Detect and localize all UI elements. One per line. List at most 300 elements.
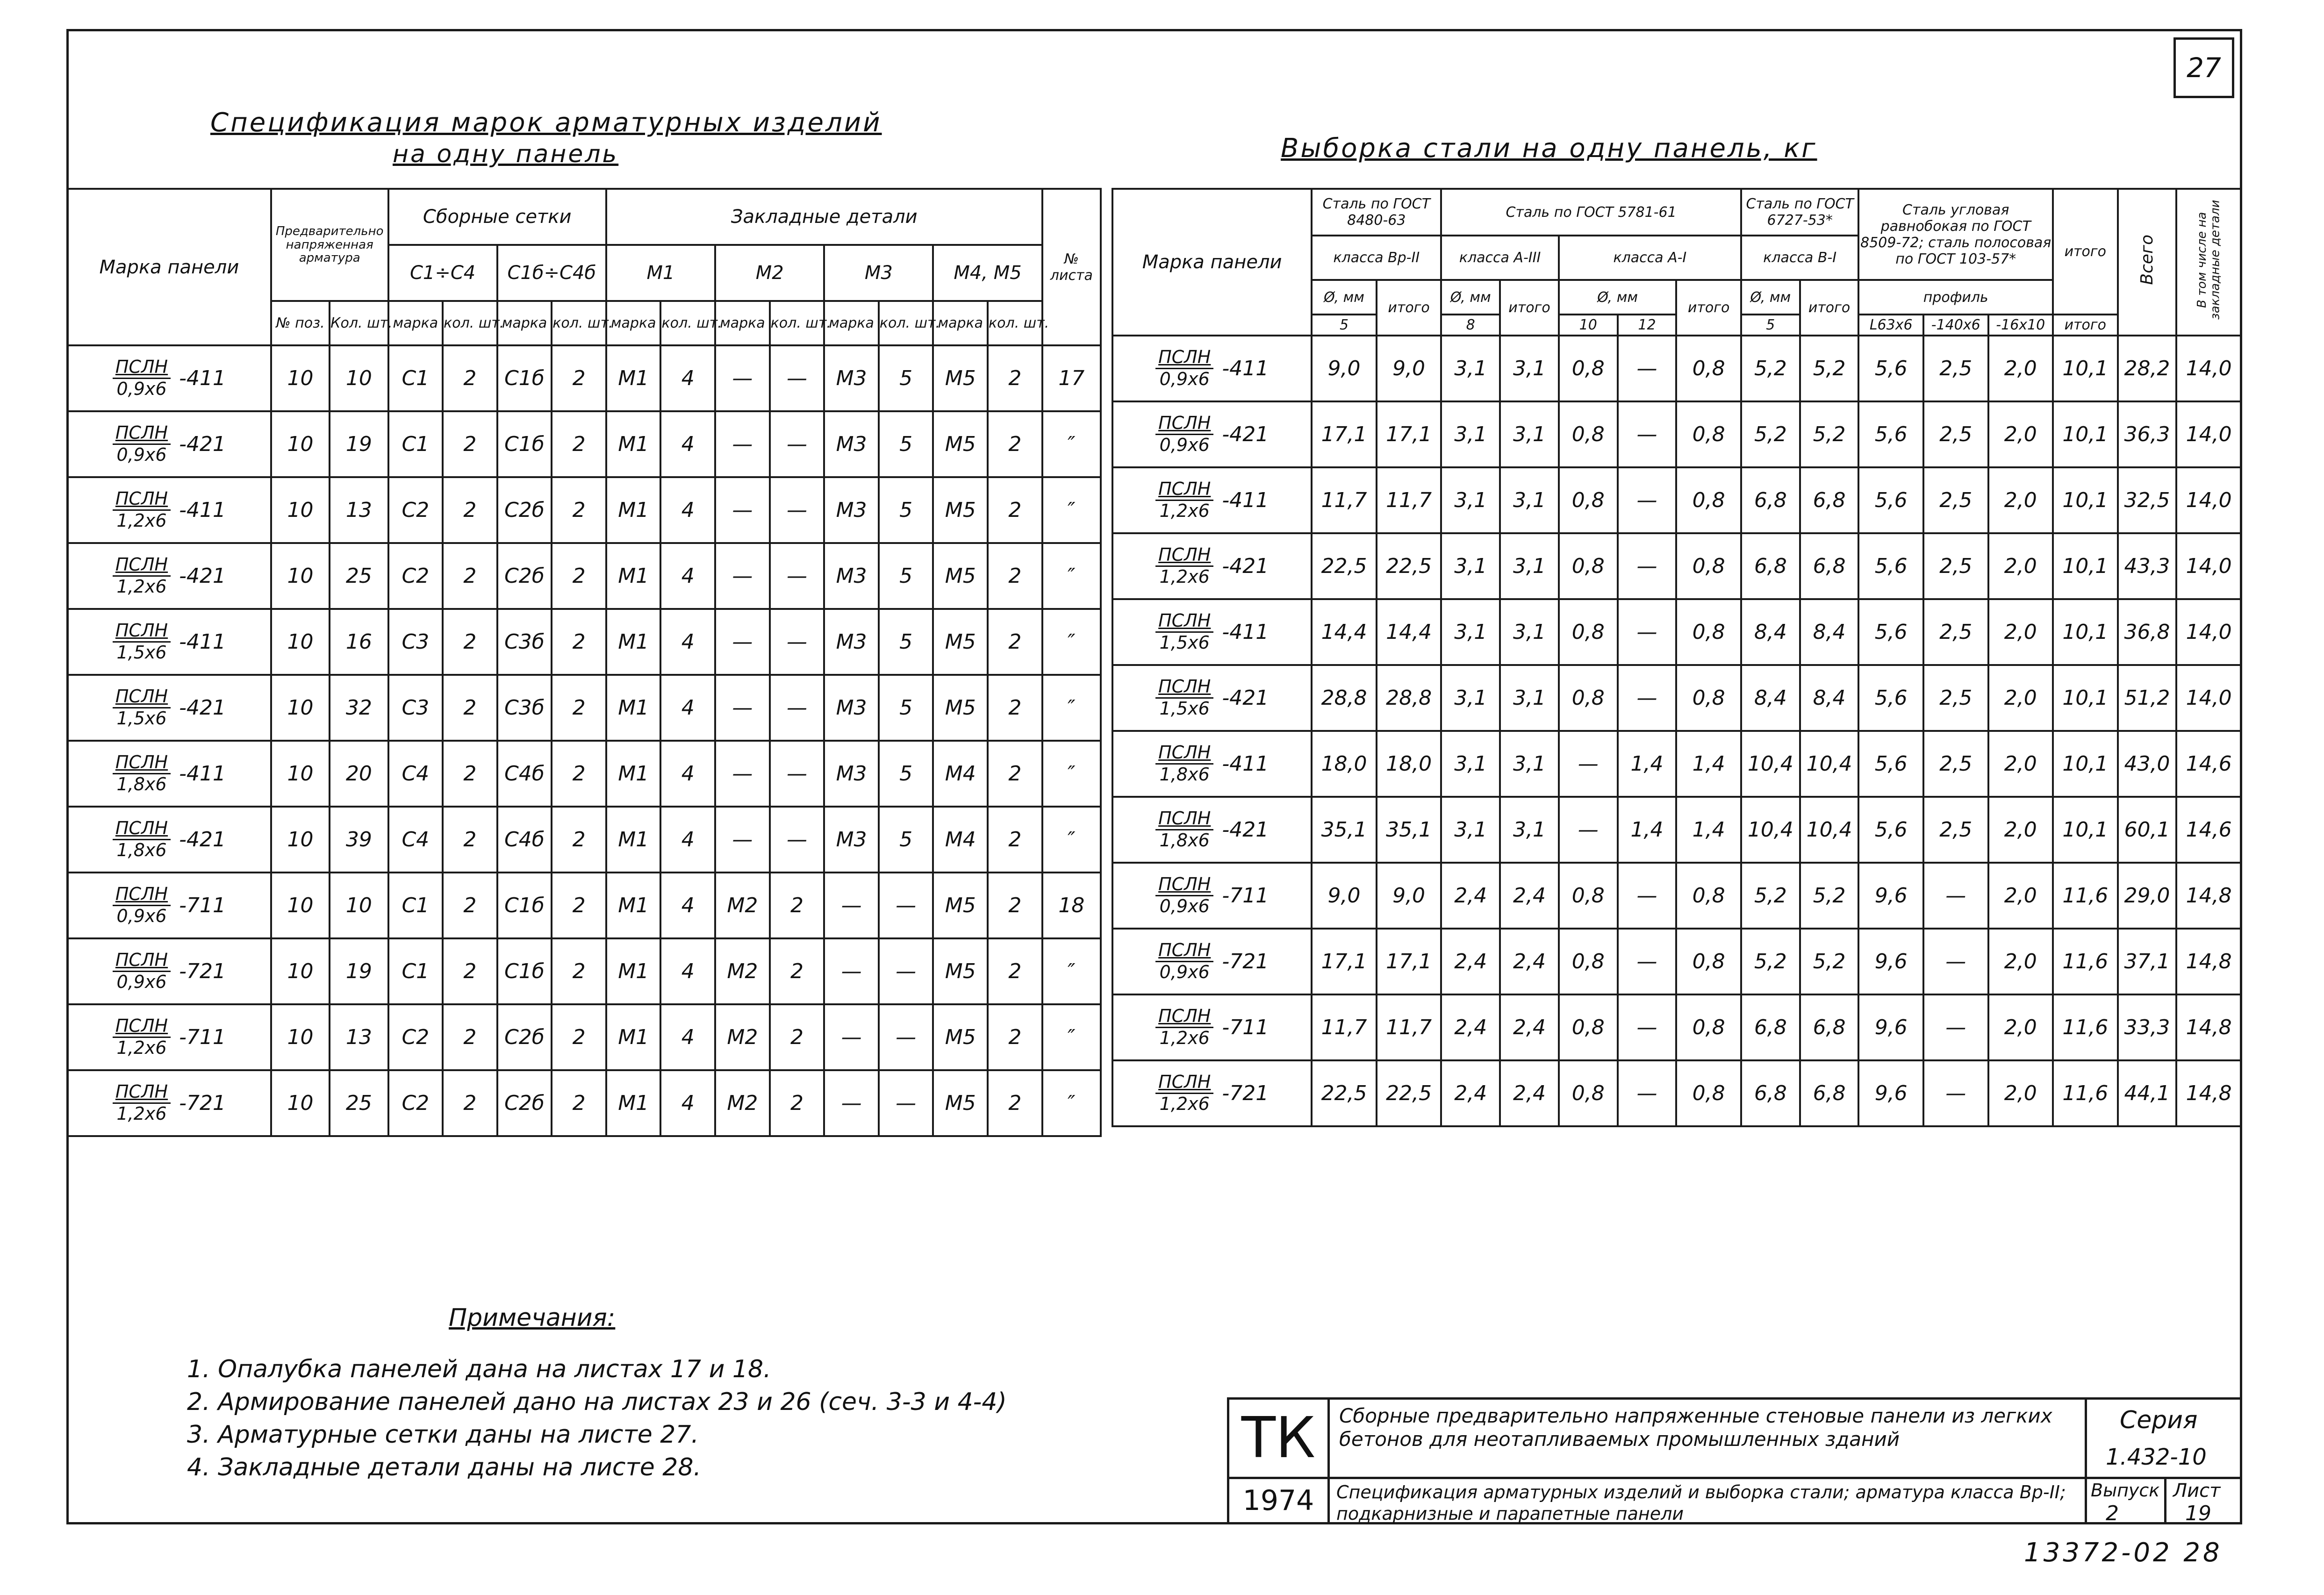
spec-cell-poz: 10 — [271, 873, 330, 938]
steel-cell-vr5: 9,0 — [1312, 863, 1377, 929]
steel-h-g6727: Сталь по ГОСТ 6727-53* — [1741, 189, 1859, 236]
steel-h-marka: Марка панели — [1112, 189, 1312, 336]
steel-cell-zd: 14,8 — [2176, 1060, 2241, 1126]
steel-cell-vI: 5,2 — [1800, 336, 1859, 401]
steel-cell-vrI: 9,0 — [1377, 336, 1442, 401]
spec-cell-m1: М1 — [606, 1070, 661, 1136]
spec-cell-m1k: 4 — [660, 1004, 715, 1070]
spec-h-kol-s: кол. шт. — [552, 301, 606, 345]
spec-h-m3: М3 — [824, 245, 933, 301]
steel-table-body — [1112, 336, 2241, 1126]
spec-cell-c: С2 — [388, 1004, 443, 1070]
spec-cell-m3k: 5 — [879, 609, 933, 675]
steel-cell-all: 36,3 — [2118, 401, 2177, 467]
spec-cell-ck: 2 — [443, 938, 497, 1004]
spec-cell-m45: М4 — [933, 741, 988, 807]
spec-cell-m1k: 4 — [660, 1070, 715, 1136]
steel-cell-a10: 0,8 — [1559, 863, 1618, 929]
spec-cell-m45: М4 — [933, 807, 988, 873]
spec-cell-cb: С2б — [497, 1070, 552, 1136]
spec-cell-m45k: 2 — [988, 543, 1042, 609]
spec-cell-m2k: 2 — [770, 1070, 825, 1136]
spec-h-c1bc4b: С1б÷С4б — [497, 245, 606, 301]
spec-subtitle: на одну панель — [393, 140, 619, 168]
steel-cell-vI: 6,8 — [1800, 533, 1859, 599]
spec-row — [67, 741, 1101, 807]
steel-cell-vr5: 18,0 — [1312, 731, 1377, 797]
spec-cell-kol: 20 — [330, 741, 388, 807]
spec-cell-c: С2 — [388, 477, 443, 543]
steel-cell-vI: 10,4 — [1800, 797, 1859, 863]
steel-cell-zd: 14,0 — [2176, 533, 2241, 599]
spec-cell-m3: — — [824, 873, 879, 938]
spec-cell-kol: 39 — [330, 807, 388, 873]
steel-cell-p2: — — [1923, 863, 1988, 929]
steel-cell-vrI: 22,5 — [1377, 533, 1442, 599]
spec-cell-list: ″ — [1042, 1004, 1101, 1070]
steel-cell-a1I: 0,8 — [1676, 533, 1741, 599]
spec-cell-kol: 19 — [330, 938, 388, 1004]
steel-cell-v5: 6,8 — [1741, 467, 1800, 533]
spec-cell-ck: 2 — [443, 741, 497, 807]
spec-h-list: № листа — [1042, 189, 1101, 345]
steel-cell-p2: 2,5 — [1923, 797, 1988, 863]
steel-cell-p3: 2,0 — [1988, 929, 2053, 994]
spec-cell-m2: — — [715, 807, 770, 873]
steel-cell-a8: 3,1 — [1441, 336, 1500, 401]
steel-cell-aI: 2,4 — [1500, 863, 1559, 929]
steel-h-d5b: 5 — [1741, 315, 1800, 336]
spec-cell-poz: 10 — [271, 938, 330, 1004]
spec-h-kol-s: кол. шт. — [660, 301, 715, 345]
spec-cell-m45: М5 — [933, 873, 988, 938]
steel-cell-a12: — — [1618, 665, 1677, 731]
steel-cell-vI: 5,2 — [1800, 929, 1859, 994]
spec-title: Спецификация марок арматурных изделий — [210, 107, 882, 138]
steel-cell-vr5: 22,5 — [1312, 1060, 1377, 1126]
spec-cell-m45k: 2 — [988, 1070, 1042, 1136]
spec-cell-ck: 2 — [443, 411, 497, 477]
spec-row — [67, 609, 1101, 675]
steel-h-dmm: Ø, мм — [1741, 280, 1800, 315]
steel-cell-p2: — — [1923, 1060, 1988, 1126]
spec-cell-m1k: 4 — [660, 345, 715, 411]
spec-h-marka-s: марка — [933, 301, 988, 345]
panel-mark: $\frac{\text{ПСЛН}}{1,5х6}$ -411 — [1112, 599, 1312, 665]
steel-cell-a12: 1,4 — [1618, 731, 1677, 797]
spec-cell-m2: — — [715, 345, 770, 411]
steel-cell-vr5: 11,7 — [1312, 994, 1377, 1060]
steel-cell-all: 44,1 — [2118, 1060, 2177, 1126]
spec-cell-m3: М3 — [824, 807, 879, 873]
steel-h-p3: -16х10 — [1988, 315, 2053, 336]
steel-row — [1112, 665, 2241, 731]
spec-cell-m2k: — — [770, 807, 825, 873]
spec-cell-c: С1 — [388, 411, 443, 477]
steel-cell-pI: 11,6 — [2053, 994, 2118, 1060]
panel-mark: $\frac{\text{ПСЛН}}{1,8х6}$ -411 — [1112, 731, 1312, 797]
notes-title: Примечания: — [449, 1304, 616, 1332]
spec-h-marka-s: марка — [388, 301, 443, 345]
spec-h-zakladnye: Закладные детали — [606, 189, 1042, 245]
spec-h-m2: М2 — [715, 245, 824, 301]
steel-cell-a10: 0,8 — [1559, 1060, 1618, 1126]
steel-cell-p1: 5,6 — [1858, 731, 1923, 797]
steel-h-itogo: итого — [2053, 189, 2118, 315]
spec-cell-list: ″ — [1042, 609, 1101, 675]
spec-cell-m45: М5 — [933, 675, 988, 741]
spec-cell-m2k: — — [770, 411, 825, 477]
spec-cell-poz: 10 — [271, 807, 330, 873]
spec-cell-m45k: 2 — [988, 873, 1042, 938]
steel-cell-p3: 2,0 — [1988, 599, 2053, 665]
spec-cell-ck: 2 — [443, 675, 497, 741]
steel-table — [1112, 188, 2242, 1127]
steel-cell-a12: — — [1618, 599, 1677, 665]
steel-cell-a1I: 0,8 — [1676, 336, 1741, 401]
steel-row — [1112, 1060, 2241, 1126]
spec-cell-cb: С2б — [497, 543, 552, 609]
spec-cell-poz: 10 — [271, 411, 330, 477]
stamp-seria-box — [2085, 1397, 2242, 1479]
spec-row — [67, 477, 1101, 543]
spec-cell-m1: М1 — [606, 477, 661, 543]
steel-cell-a8: 3,1 — [1441, 467, 1500, 533]
spec-cell-m2: — — [715, 543, 770, 609]
steel-cell-p1: 5,6 — [1858, 336, 1923, 401]
steel-cell-aI: 2,4 — [1500, 929, 1559, 994]
steel-cell-all: 32,5 — [2118, 467, 2177, 533]
steel-cell-p1: 5,6 — [1858, 599, 1923, 665]
spec-cell-poz: 10 — [271, 543, 330, 609]
steel-cell-all: 37,1 — [2118, 929, 2177, 994]
spec-cell-kol: 13 — [330, 1004, 388, 1070]
spec-cell-cbk: 2 — [552, 345, 606, 411]
spec-cell-m2k: — — [770, 675, 825, 741]
spec-cell-cb: С1б — [497, 938, 552, 1004]
steel-cell-aI: 3,1 — [1500, 401, 1559, 467]
spec-cell-cbk: 2 — [552, 807, 606, 873]
steel-cell-vrI: 28,8 — [1377, 665, 1442, 731]
steel-cell-vrI: 17,1 — [1377, 929, 1442, 994]
spec-cell-c: С1 — [388, 873, 443, 938]
spec-cell-list: ″ — [1042, 807, 1101, 873]
panel-mark: $\frac{\text{ПСЛН}}{1,2х6}$ -421 — [1112, 533, 1312, 599]
steel-cell-v5: 10,4 — [1741, 731, 1800, 797]
steel-cell-a8: 3,1 — [1441, 599, 1500, 665]
spec-cell-list: ″ — [1042, 938, 1101, 1004]
spec-cell-m1k: 4 — [660, 873, 715, 938]
steel-cell-a12: — — [1618, 401, 1677, 467]
steel-cell-aI: 2,4 — [1500, 994, 1559, 1060]
steel-h-itogo: итого — [1800, 280, 1859, 336]
spec-cell-m45k: 2 — [988, 938, 1042, 1004]
steel-cell-a1I: 1,4 — [1676, 731, 1741, 797]
steel-h-itogo: итого — [1676, 280, 1741, 336]
steel-cell-a8: 2,4 — [1441, 863, 1500, 929]
steel-cell-vr5: 35,1 — [1312, 797, 1377, 863]
steel-cell-zd: 14,0 — [2176, 467, 2241, 533]
steel-cell-a1I: 0,8 — [1676, 401, 1741, 467]
spec-h-setki: Сборные сетки — [388, 189, 606, 245]
spec-row — [67, 1004, 1101, 1070]
spec-cell-m1: М1 — [606, 1004, 661, 1070]
steel-cell-all: 60,1 — [2118, 797, 2177, 863]
steel-cell-zd: 14,8 — [2176, 863, 2241, 929]
steel-cell-v5: 6,8 — [1741, 994, 1800, 1060]
stamp-vypusk: 2 — [2106, 1502, 2119, 1525]
steel-cell-p3: 2,0 — [1988, 731, 2053, 797]
spec-cell-ck: 2 — [443, 873, 497, 938]
spec-cell-m2k: — — [770, 477, 825, 543]
steel-h-dmm: Ø, мм — [1312, 280, 1377, 315]
spec-cell-m1k: 4 — [660, 609, 715, 675]
steel-cell-a1I: 0,8 — [1676, 863, 1741, 929]
spec-cell-ck: 2 — [443, 345, 497, 411]
steel-cell-a10: 0,8 — [1559, 401, 1618, 467]
steel-cell-vI: 5,2 — [1800, 863, 1859, 929]
steel-cell-vr5: 17,1 — [1312, 401, 1377, 467]
spec-h-m45: М4, М5 — [933, 245, 1042, 301]
steel-cell-aI: 3,1 — [1500, 665, 1559, 731]
steel-cell-a8: 2,4 — [1441, 929, 1500, 994]
spec-cell-m3: — — [824, 938, 879, 1004]
steel-h-p2: -140х6 — [1923, 315, 1988, 336]
spec-cell-m3: М3 — [824, 675, 879, 741]
spec-h-marka: Марка панели — [67, 189, 271, 345]
spec-cell-m3k: — — [879, 938, 933, 1004]
stamp-seria: 1.432-10 — [2106, 1444, 2207, 1470]
spec-cell-m45: М5 — [933, 1070, 988, 1136]
steel-cell-zd: 14,8 — [2176, 929, 2241, 994]
spec-cell-m45: М5 — [933, 345, 988, 411]
panel-mark: $\frac{\text{ПСЛН}}{1,2х6}$ -421 — [67, 543, 271, 609]
steel-cell-p3: 2,0 — [1988, 863, 2053, 929]
spec-cell-m1k: 4 — [660, 741, 715, 807]
steel-cell-pI: 10,1 — [2053, 336, 2118, 401]
spec-cell-kol: 10 — [330, 345, 388, 411]
steel-cell-a10: 0,8 — [1559, 665, 1618, 731]
steel-cell-zd: 14,0 — [2176, 336, 2241, 401]
spec-cell-m45k: 2 — [988, 741, 1042, 807]
spec-cell-m1k: 4 — [660, 477, 715, 543]
panel-mark: $\frac{\text{ПСЛН}}{0,9х6}$ -411 — [67, 345, 271, 411]
spec-cell-m45k: 2 — [988, 675, 1042, 741]
steel-cell-v5: 6,8 — [1741, 533, 1800, 599]
panel-mark: $\frac{\text{ПСЛН}}{1,8х6}$ -411 — [67, 741, 271, 807]
steel-cell-pI: 10,1 — [2053, 797, 2118, 863]
stamp-desc2: Спецификация арматурных изделий и выборка стали; арматура класса Вр-II; подкарнизные и парапетные панели — [1327, 1477, 2087, 1524]
steel-cell-p1: 5,6 — [1858, 797, 1923, 863]
spec-cell-m2: — — [715, 477, 770, 543]
spec-cell-kol: 32 — [330, 675, 388, 741]
spec-cell-m2: — — [715, 675, 770, 741]
steel-cell-v5: 5,2 — [1741, 929, 1800, 994]
page-number: 27 — [2173, 37, 2234, 98]
spec-cell-list: ″ — [1042, 543, 1101, 609]
steel-cell-all: 28,2 — [2118, 336, 2177, 401]
spec-cell-c: С1 — [388, 938, 443, 1004]
spec-cell-m3: М3 — [824, 609, 879, 675]
spec-cell-poz: 10 — [271, 675, 330, 741]
spec-cell-cb: С4б — [497, 807, 552, 873]
spec-cell-m1: М1 — [606, 741, 661, 807]
spec-h-kol: Кол. шт. — [330, 301, 388, 345]
spec-cell-m3k: 5 — [879, 345, 933, 411]
steel-cell-a12: — — [1618, 467, 1677, 533]
steel-h-d5: 5 — [1312, 315, 1377, 336]
panel-mark: $\frac{\text{ПСЛН}}{0,9х6}$ -721 — [67, 938, 271, 1004]
spec-cell-list: ″ — [1042, 477, 1101, 543]
steel-cell-a1I: 0,8 — [1676, 1060, 1741, 1126]
steel-cell-p2: — — [1923, 929, 1988, 994]
steel-cell-a1I: 0,8 — [1676, 467, 1741, 533]
steel-cell-vrI: 22,5 — [1377, 1060, 1442, 1126]
spec-cell-m3: М3 — [824, 411, 879, 477]
steel-cell-v5: 6,8 — [1741, 1060, 1800, 1126]
spec-cell-m45k: 2 — [988, 1004, 1042, 1070]
steel-cell-zd: 14,0 — [2176, 665, 2241, 731]
spec-cell-ck: 2 — [443, 807, 497, 873]
spec-cell-cbk: 2 — [552, 609, 606, 675]
steel-cell-all: 43,3 — [2118, 533, 2177, 599]
steel-row — [1112, 731, 2241, 797]
spec-cell-kol: 16 — [330, 609, 388, 675]
steel-h-vtom: В том числе на закладные детали — [2176, 189, 2241, 336]
spec-cell-m3k: — — [879, 1004, 933, 1070]
stamp-list-box — [2164, 1477, 2242, 1524]
spec-cell-c: С3 — [388, 675, 443, 741]
spec-cell-ck: 2 — [443, 609, 497, 675]
steel-cell-vrI: 14,4 — [1377, 599, 1442, 665]
spec-h-kol-s: кол. шт. — [443, 301, 497, 345]
steel-cell-a1I: 0,8 — [1676, 665, 1741, 731]
steel-cell-zd: 14,8 — [2176, 994, 2241, 1060]
spec-cell-cbk: 2 — [552, 477, 606, 543]
spec-cell-m45k: 2 — [988, 477, 1042, 543]
steel-cell-p3: 2,0 — [1988, 994, 2053, 1060]
spec-cell-m2k: — — [770, 345, 825, 411]
steel-cell-p3: 2,0 — [1988, 665, 2053, 731]
spec-cell-c: С4 — [388, 807, 443, 873]
spec-cell-ck: 2 — [443, 1070, 497, 1136]
note-item: 1. Опалубка панелей дана на листах 17 и 18. — [187, 1355, 771, 1383]
spec-cell-list: ″ — [1042, 741, 1101, 807]
steel-cell-all: 33,3 — [2118, 994, 2177, 1060]
steel-row — [1112, 599, 2241, 665]
steel-row — [1112, 533, 2241, 599]
steel-cell-p2: 2,5 — [1923, 336, 1988, 401]
steel-cell-a10: 0,8 — [1559, 994, 1618, 1060]
spec-h-marka-s: марка — [824, 301, 879, 345]
steel-cell-p1: 5,6 — [1858, 467, 1923, 533]
steel-cell-zd: 14,6 — [2176, 731, 2241, 797]
steel-h-klass-a3: класса А-III — [1441, 236, 1559, 280]
spec-cell-list: ″ — [1042, 411, 1101, 477]
spec-cell-m45k: 2 — [988, 411, 1042, 477]
steel-cell-v5: 8,4 — [1741, 665, 1800, 731]
spec-cell-cb: С1б — [497, 345, 552, 411]
spec-cell-m2: М2 — [715, 873, 770, 938]
spec-cell-m2: М2 — [715, 1070, 770, 1136]
panel-mark: $\frac{\text{ПСЛН}}{1,5х6}$ -421 — [67, 675, 271, 741]
steel-cell-p3: 2,0 — [1988, 336, 2053, 401]
steel-cell-p3: 2,0 — [1988, 1060, 2053, 1126]
spec-cell-kol: 25 — [330, 543, 388, 609]
steel-cell-a10: — — [1559, 797, 1618, 863]
steel-cell-a12: — — [1618, 336, 1677, 401]
spec-cell-m1k: 4 — [660, 807, 715, 873]
spec-cell-m3: М3 — [824, 543, 879, 609]
steel-row — [1112, 336, 2241, 401]
spec-cell-m1: М1 — [606, 938, 661, 1004]
steel-cell-all: 36,8 — [2118, 599, 2177, 665]
spec-cell-m3k: — — [879, 1070, 933, 1136]
note-item: 4. Закладные детали даны на листе 28. — [187, 1453, 701, 1481]
steel-cell-a12: — — [1618, 1060, 1677, 1126]
steel-cell-pI: 11,6 — [2053, 929, 2118, 994]
spec-cell-m1k: 4 — [660, 938, 715, 1004]
steel-cell-p2: 2,5 — [1923, 665, 1988, 731]
steel-cell-a10: 0,8 — [1559, 929, 1618, 994]
spec-cell-poz: 10 — [271, 741, 330, 807]
steel-cell-vr5: 22,5 — [1312, 533, 1377, 599]
spec-cell-m2k: — — [770, 543, 825, 609]
spec-cell-m45: М5 — [933, 609, 988, 675]
steel-cell-zd: 14,0 — [2176, 599, 2241, 665]
steel-cell-vr5: 11,7 — [1312, 467, 1377, 533]
steel-cell-a12: 1,4 — [1618, 797, 1677, 863]
spec-cell-m45: М5 — [933, 543, 988, 609]
spec-cell-ck: 2 — [443, 477, 497, 543]
spec-cell-m2: М2 — [715, 1004, 770, 1070]
panel-mark: $\frac{\text{ПСЛН}}{1,2х6}$ -411 — [67, 477, 271, 543]
steel-cell-vr5: 14,4 — [1312, 599, 1377, 665]
steel-cell-v5: 8,4 — [1741, 599, 1800, 665]
steel-title: Выборка стали на одну панель, кг — [1281, 133, 1817, 164]
panel-mark: $\frac{\text{ПСЛН}}{1,5х6}$ -421 — [1112, 665, 1312, 731]
steel-cell-a10: 0,8 — [1559, 533, 1618, 599]
panel-mark: $\frac{\text{ПСЛН}}{1,2х6}$ -711 — [1112, 994, 1312, 1060]
steel-cell-a8: 3,1 — [1441, 401, 1500, 467]
spec-cell-m1: М1 — [606, 807, 661, 873]
steel-cell-pI: 10,1 — [2053, 731, 2118, 797]
steel-cell-vr5: 9,0 — [1312, 336, 1377, 401]
spec-cell-m1k: 4 — [660, 543, 715, 609]
steel-cell-a8: 2,4 — [1441, 994, 1500, 1060]
spec-cell-list: ″ — [1042, 1070, 1101, 1136]
spec-cell-cbk: 2 — [552, 675, 606, 741]
stamp-list-label: Лист — [2173, 1480, 2221, 1502]
steel-cell-v5: 5,2 — [1741, 863, 1800, 929]
spec-h-kol-s: кол. шт. — [770, 301, 825, 345]
steel-cell-vI: 8,4 — [1800, 599, 1859, 665]
steel-cell-p3: 2,0 — [1988, 467, 2053, 533]
steel-cell-a8: 3,1 — [1441, 665, 1500, 731]
steel-cell-pI: 11,6 — [2053, 1060, 2118, 1126]
spec-cell-poz: 10 — [271, 345, 330, 411]
spec-cell-list: 17 — [1042, 345, 1101, 411]
steel-h-d12: 12 — [1618, 315, 1677, 336]
spec-table — [66, 188, 1102, 1137]
steel-cell-a10: 0,8 — [1559, 599, 1618, 665]
panel-mark: $\frac{\text{ПСЛН}}{0,9х6}$ -711 — [67, 873, 271, 938]
steel-cell-pI: 10,1 — [2053, 401, 2118, 467]
steel-cell-vr5: 28,8 — [1312, 665, 1377, 731]
spec-cell-m2k: — — [770, 609, 825, 675]
spec-cell-m3k: 5 — [879, 477, 933, 543]
steel-row — [1112, 797, 2241, 863]
